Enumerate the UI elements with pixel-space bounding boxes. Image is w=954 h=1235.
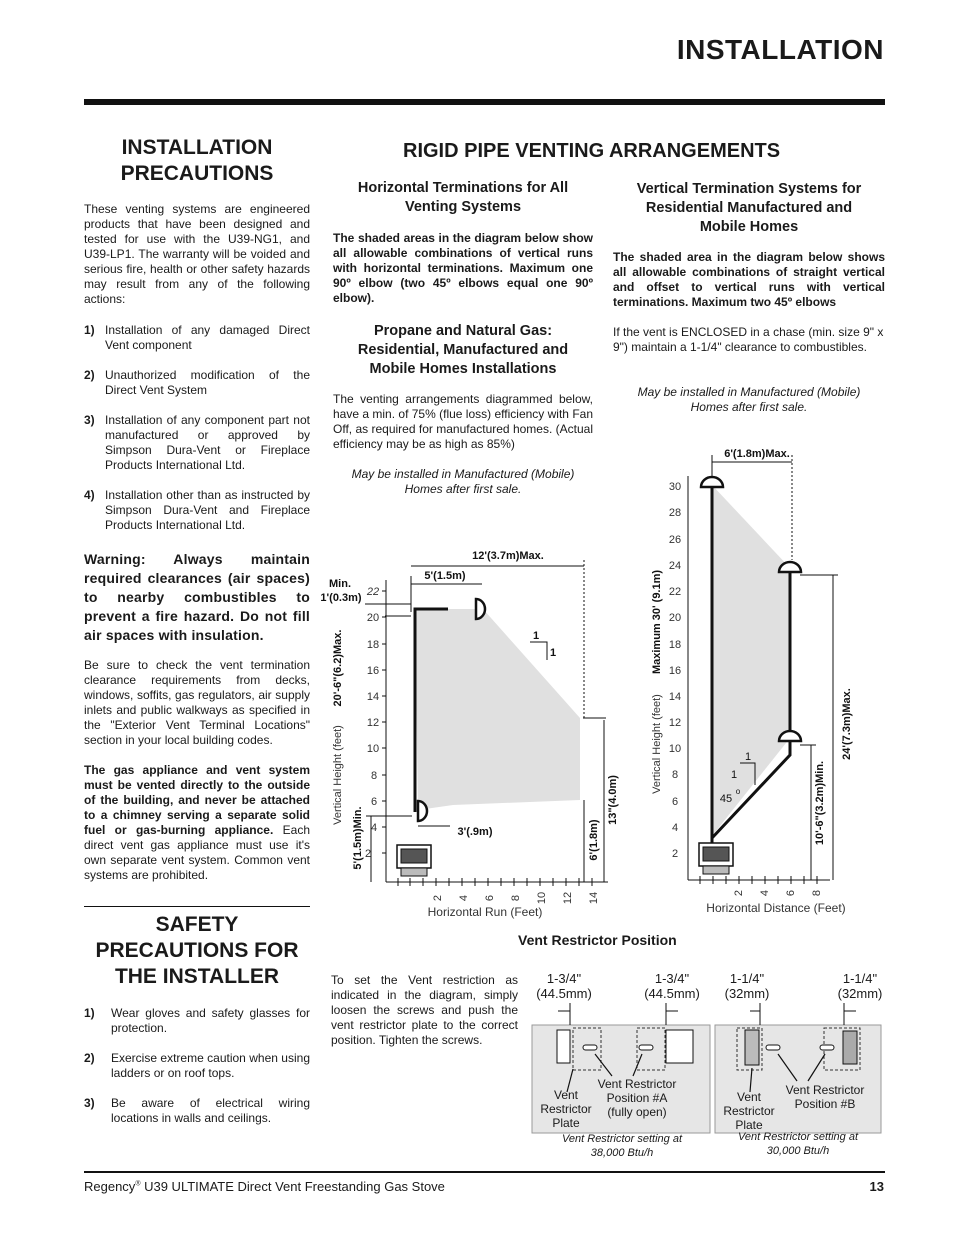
y-tick-label: 10	[366, 743, 380, 755]
restrictor-dimension: 1-3/4" (44.5mm)	[644, 971, 700, 1001]
y-tick-label: 18	[366, 639, 380, 651]
restrictor-plate-label: Vent Restrictor Plate	[540, 1088, 592, 1130]
bottom-termination-icon	[418, 801, 427, 821]
max-offset-label: 6'(1.8m)Max.	[724, 448, 790, 460]
horizontal-efficiency-text: The venting arrangements diagrammed below, have a min. of 75% (flue loss) efficiency with Fan Off, as required for manufactured homes. (Actual efficiency may be as high as 85%)	[333, 392, 593, 451]
restrictor-plate	[557, 1030, 570, 1063]
stove-icon	[699, 843, 733, 874]
screw-slot-icon	[820, 1045, 834, 1050]
install-intro: These venting systems are engineered products that have been designed and tested for use with the U39-NG1, and U39-LP1. The warranty will be voided and serious fire, health or other safety hazards may result from any of the following actions:	[84, 202, 310, 306]
stove-icon	[397, 845, 431, 876]
vent-restrictor-instructions: To set the Vent restriction as indicated in the diagram, simply loosen the screws and push the vent restrictor plate to the correct position. Tighten the screws.	[331, 973, 518, 1047]
height-13-label: 13"(4.0m)	[607, 775, 619, 825]
degree-label: o	[735, 787, 741, 796]
y-tick-label: 6	[671, 796, 679, 808]
y-axis-label: Vertical Height (feet)	[332, 725, 344, 825]
safety-heading: SAFETY PRECAUTIONS FOR THE INSTALLER	[95, 913, 299, 988]
y-tick-label: 12	[366, 717, 380, 729]
gas-appliance-text: The gas appliance and vent system must be vented directly to the outside of the building, and never be attached to a chimney serving a separate solid fuel or gas-burning appliance. Each direct vent gas appliance must use it's own separate vent system. Common vent systems are prohibited.	[84, 763, 310, 882]
y-tick-label: 12	[668, 717, 682, 729]
page-title: INSTALLATION	[676, 34, 884, 65]
x-tick-label: 4	[458, 894, 470, 902]
horizontal-shaded-note: The shaded areas in the diagram below show all allowable combinations of vertical runs with horizontal terminations. Maximum one 90º elbow (two 45º elbows equal one 90º elbow).	[333, 231, 593, 305]
y-tick-label: 14	[366, 691, 380, 703]
x-axis-label: Horizontal Run (Feet)	[427, 905, 543, 919]
max-height-label: 24'(7.3m)Max.	[841, 688, 853, 760]
slope-label: 1	[730, 769, 738, 781]
y-tick-label: 2	[364, 848, 372, 860]
max-height-label: 20'-6"(6.2)Max.	[332, 629, 344, 707]
horizontal-terminations-heading: Horizontal Terminations for All Venting Systems	[357, 180, 569, 215]
y-tick-label: 20	[668, 612, 682, 624]
top-termination-icon	[476, 599, 485, 619]
safety-item: 3) Be aware of electrical wiring locations in walls and ceilings.	[84, 1096, 310, 1125]
vertical-terminations-heading: Vertical Termination Systems for Residential Manufactured and Mobile Homes	[636, 181, 862, 235]
min-height-label: 5'(1.5m)Min.	[352, 806, 364, 870]
height-6-label: 6'(1.8m)	[588, 819, 600, 861]
vertical-shaded-note: The shaded area in the diagram below shows all allowable combinations of straight vertical and offset to vertical runs with vertical terminations. Maximum two 45º elbows	[613, 250, 885, 309]
y-tick-label: 14	[668, 691, 682, 703]
install-precautions-heading: INSTALLATION PRECAUTIONS	[120, 136, 274, 185]
restrictor-caption-a: Vent Restrictor setting at 38,000 Btu/h	[561, 1133, 683, 1159]
screw-slot-icon	[639, 1045, 653, 1050]
precaution-item: 4) Installation other than as instructed by Simpson Dura-Vent and Fireplace Products International Ltd.	[84, 488, 310, 532]
vertical-termination-diagram	[645, 440, 885, 920]
restrictor-plate	[745, 1030, 759, 1065]
restrictor-position-a-label: Vent Restrictor Position #A (fully open)	[597, 1077, 677, 1119]
y-tick-label: 24	[668, 560, 682, 572]
run-5-label: 5'(1.5m)	[424, 570, 466, 582]
slope-indicator	[530, 642, 547, 660]
y-tick-label: 20	[366, 612, 380, 624]
vertical-cap-icon	[779, 731, 801, 741]
y-axis-label: Vertical Height (feet)	[651, 694, 663, 794]
restrictor-position-b-label: Vent Restrictor Position #B	[785, 1083, 865, 1111]
vertical-mobile-note: May be installed in Manufactured (Mobile) Homes after first sale.	[637, 385, 861, 414]
chase-clearance-text: If the vent is ENCLOSED in a chase (min. size 9" x 9") maintain a 1-1/4" clearance to combustibles.	[613, 325, 884, 354]
slope-label: 1	[549, 647, 557, 659]
footer-rule	[84, 1171, 885, 1173]
y-tick-label: 4	[370, 822, 378, 834]
safety-item: 1) Wear gloves and safety glasses for protection.	[84, 1006, 310, 1035]
min-height-label: 10'-6"(3.2m)Min.	[814, 760, 826, 846]
restrictor-caption-b: Vent Restrictor setting at 30,000 Btu/h	[737, 1131, 859, 1157]
warning-text: Warning: Always maintain required clearances (air spaces) to nearby combustibles to prevent a fire hazard. Do not fill air spaces with insulation.	[84, 551, 310, 643]
safety-item: 2) Exercise extreme caution when using ladders or on roof tops.	[84, 1051, 310, 1080]
screw-slot-icon	[583, 1045, 597, 1050]
rigid-pipe-heading: RIGID PIPE VENTING ARRANGEMENTS	[403, 140, 781, 162]
min-value-label: 1'(0.3m)	[320, 592, 362, 604]
max-run-label: 12'(3.7m)Max.	[472, 550, 544, 562]
y-tick-label: 28	[668, 507, 682, 519]
x-tick-label: 2	[733, 889, 745, 897]
propane-heading: Propane and Natural Gas: Residential, Manufactured and Mobile Homes Installations	[357, 323, 569, 377]
y-tick-label: 16	[668, 665, 682, 677]
vertical-cap-icon	[779, 562, 801, 572]
precaution-item: 2) Unauthorized modification of the Direct Vent System	[84, 368, 310, 397]
x-tick-label: 6	[785, 889, 797, 897]
allowable-area	[712, 485, 790, 836]
min-label: Min.	[329, 578, 351, 590]
angle-label: 45	[719, 793, 733, 805]
x-tick-label: 14	[588, 891, 600, 905]
y-tick-label: 4	[671, 822, 679, 834]
y-tick-label: 10	[668, 743, 682, 755]
y-ticks	[382, 591, 386, 853]
precaution-item: 3) Installation of any component part not manufactured or approved by Simpson Dura-Vent or Fireplace Products International Ltd.	[84, 413, 310, 472]
page-number: 13	[869, 1179, 884, 1194]
footer-text: Regency® U39 ULTIMATE Direct Vent Freestanding Gas Stove	[84, 1179, 445, 1194]
x-tick-label: 2	[432, 894, 444, 902]
y-tick-label: 16	[366, 665, 380, 677]
y-tick-label: 18	[668, 639, 682, 651]
y-tick-label: 8	[370, 770, 378, 782]
x-tick-label: 6	[484, 894, 496, 902]
slope-label: 1	[532, 630, 540, 642]
run-3-label: 3'(.9m)	[457, 826, 493, 838]
section-divider	[84, 906, 310, 907]
x-tick-label: 8	[811, 889, 823, 897]
y-tick-label: 6	[370, 796, 378, 808]
vent-restrictor-heading: Vent Restrictor Position	[518, 932, 677, 948]
x-tick-label: 12	[562, 891, 574, 905]
restrictor-plate-label: Vent Restrictor Plate	[723, 1090, 775, 1132]
screw-slot-icon	[766, 1045, 780, 1050]
y-tick-label: 2	[671, 848, 679, 860]
x-tick-label: 8	[510, 894, 522, 902]
restrictor-dimension: 1-3/4" (44.5mm)	[536, 971, 592, 1001]
y-tick-label: 8	[671, 769, 679, 781]
check-clearance-text: Be sure to check the vent termination clearance requirements from decks, windows, soffits, gas regulators, air supply inlets and public walkways as specified in the "Exterior Vent Terminal Locations" section in your local building codes.	[84, 658, 310, 747]
precaution-item: 1) Installation of any damaged Direct Vent component	[84, 323, 310, 352]
x-tick-label: 10	[536, 891, 548, 905]
y-tick-label: 26	[668, 534, 682, 546]
x-axis-label: Horizontal Distance (Feet)	[706, 901, 846, 915]
y-tick-label: 30	[668, 481, 682, 493]
allowable-area	[415, 609, 580, 810]
y-tick-label: 22	[366, 586, 380, 598]
horizontal-mobile-note: May be installed in Manufactured (Mobile) Homes after first sale.	[351, 467, 575, 496]
y-tick-label: 22	[668, 586, 682, 598]
restrictor-dimension: 1-1/4" (32mm)	[837, 971, 883, 1001]
x-tick-label: 4	[759, 889, 771, 897]
max-height-30-label: Maximum 30' (9.1m)	[651, 569, 663, 675]
header-rule	[84, 99, 885, 105]
restrictor-dimension: 1-1/4" (32mm)	[724, 971, 770, 1001]
slope-label: 1	[744, 751, 752, 763]
horizontal-termination-diagram	[315, 540, 619, 925]
vertical-cap-icon	[701, 477, 723, 487]
